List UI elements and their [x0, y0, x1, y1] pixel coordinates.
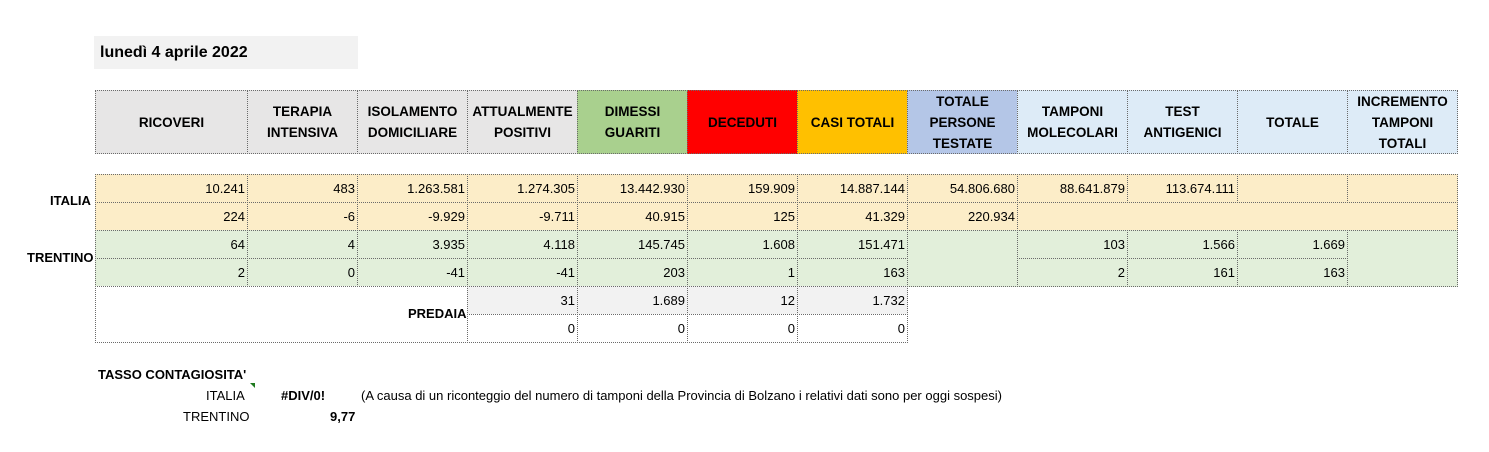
table-cell: 4.118: [467, 230, 578, 259]
table-cell: 224: [95, 202, 248, 231]
table-cell: 113.674.111: [1127, 174, 1238, 203]
table-cell: 3.935: [357, 230, 468, 259]
table-cell: 31: [467, 286, 578, 315]
tasso-trentino-value: 9,77: [330, 409, 356, 424]
table-cell-empty: [1347, 230, 1458, 287]
header-cell: INCREMENTO TAMPONI TOTALI: [1347, 90, 1458, 154]
table-cell: 88.641.879: [1017, 174, 1128, 203]
table-cell: 0: [577, 314, 688, 343]
table-cell: 1.669: [1237, 230, 1348, 259]
tasso-title: TASSO CONTAGIOSITA': [98, 367, 247, 382]
header-cell: CASI TOTALI: [797, 90, 908, 154]
table-cell: 103: [1017, 230, 1128, 259]
table-cell: 203: [577, 258, 688, 287]
table-cell: -41: [467, 258, 578, 287]
table-cell: 64: [95, 230, 248, 259]
tasso-note: (A causa di un riconteggio del numero di tamponi della Provincia di Bolzano i relativi dati sono per oggi sospesi): [361, 388, 1002, 403]
row-label-italia: ITALIA: [50, 193, 91, 208]
table-cell: 1.566: [1127, 230, 1238, 259]
table-cell: 163: [797, 258, 908, 287]
table-cell: [1237, 174, 1348, 203]
table-cell: 483: [247, 174, 358, 203]
header-cell: TOTALE PERSONE TESTATE: [907, 90, 1018, 154]
table-cell: 1.608: [687, 230, 798, 259]
row-label-predaia: PREDAIA: [408, 306, 467, 321]
table-cell: -41: [357, 258, 468, 287]
table-cell: 54.806.680: [907, 174, 1018, 203]
table-cell: 4: [247, 230, 358, 259]
header-cell: ISOLAMENTO DOMICILIARE: [357, 90, 468, 154]
table-cell: 2: [95, 258, 248, 287]
date-title: lunedì 4 aprile 2022: [94, 36, 358, 69]
table-cell: 1.689: [577, 286, 688, 315]
table-cell: 0: [687, 314, 798, 343]
table-cell: -9.929: [357, 202, 468, 231]
header-cell: TAMPONI MOLECOLARI: [1017, 90, 1128, 154]
table-cell: 0: [797, 314, 908, 343]
table-cell: 163: [1237, 258, 1348, 287]
row-label-trentino: TRENTINO: [27, 250, 94, 265]
tasso-italia-value: #DIV/0!: [281, 388, 326, 403]
table-cell: 125: [687, 202, 798, 231]
header-cell: ATTUALMENTE POSITIVI: [467, 90, 578, 154]
table-cell-empty: [1017, 202, 1458, 231]
header-cell: TEST ANTIGENICI: [1127, 90, 1238, 154]
table-cell: 41.329: [797, 202, 908, 231]
table-cell: 1.263.581: [357, 174, 468, 203]
table-cell: 161: [1127, 258, 1238, 287]
table-cell: 145.745: [577, 230, 688, 259]
table-cell: 40.915: [577, 202, 688, 231]
header-cell: TERAPIA INTENSIVA: [247, 90, 358, 154]
table-cell: 220.934: [907, 202, 1018, 231]
table-cell-empty: [907, 230, 1018, 287]
table-cell: 151.471: [797, 230, 908, 259]
table-cell: 1.732: [797, 286, 908, 315]
table-cell: -9.711: [467, 202, 578, 231]
table-cell: 2: [1017, 258, 1128, 287]
header-cell: DECEDUTI: [687, 90, 798, 154]
table-cell: 0: [247, 258, 358, 287]
table-cell: 159.909: [687, 174, 798, 203]
tasso-italia-label: ITALIA: [206, 388, 245, 403]
table-cell: [1347, 174, 1458, 203]
header-cell: RICOVERI: [95, 90, 248, 154]
header-cell: TOTALE: [1237, 90, 1348, 154]
table-cell: 0: [467, 314, 578, 343]
table-cell: 13.442.930: [577, 174, 688, 203]
table-cell: 12: [687, 286, 798, 315]
table-cell: 14.887.144: [797, 174, 908, 203]
table-cell: -6: [247, 202, 358, 231]
table-cell: 10.241: [95, 174, 248, 203]
header-cell: DIMESSI GUARITI: [577, 90, 688, 154]
cell-comment-marker: [250, 383, 255, 388]
tasso-trentino-label: TRENTINO: [183, 409, 250, 424]
table-cell: 1.274.305: [467, 174, 578, 203]
table-cell: 1: [687, 258, 798, 287]
